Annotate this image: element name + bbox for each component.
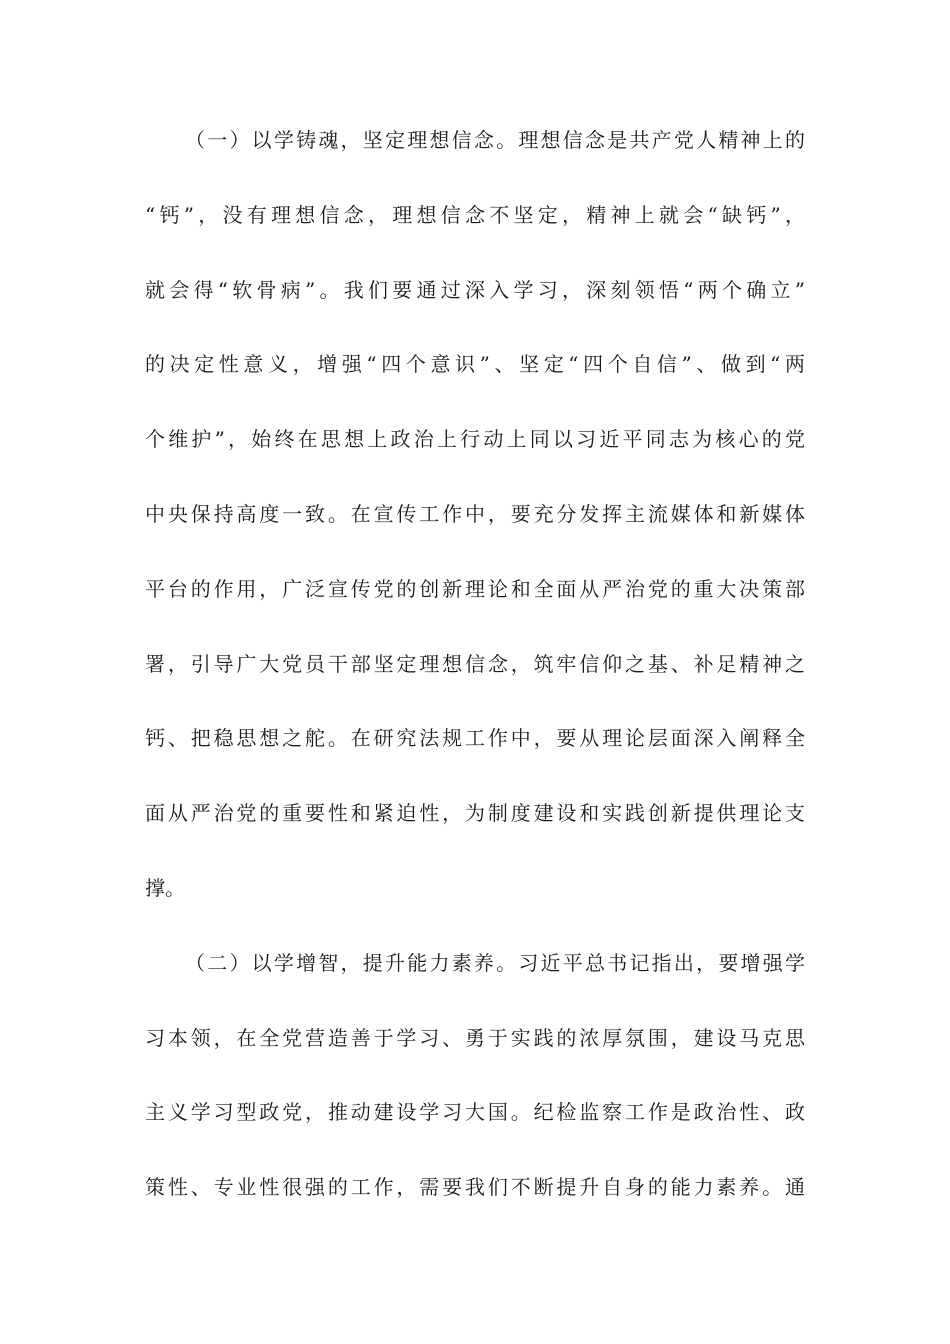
paragraph-line: （二）以学增智，提升能力素养。习近平总书记指出，要增强学	[185, 950, 805, 975]
document-page	[145, 122, 805, 1244]
paragraph-2	[145, 945, 805, 1244]
paragraph-1	[145, 122, 805, 945]
paragraph-line: 主义学习型政党，推动建设学习大国。纪检监察工作是政治性、政	[145, 1100, 805, 1125]
paragraph-line: 署，引导广大党员干部坚定理想信念，筑牢信仰之基、补足精神之	[145, 651, 805, 676]
paragraph-line: 个维护”，始终在思想上政治上行动上同以习近平同志为核心的党	[145, 427, 805, 452]
paragraph-line: 撑。	[145, 875, 185, 900]
paragraph-line: 的决定性意义，增强“四个意识”、坚定“四个自信”、做到“两	[145, 352, 805, 377]
paragraph-line: 平台的作用，广泛宣传党的创新理论和全面从严治党的重大决策部	[145, 576, 805, 601]
paragraph-line: 钙、把稳思想之舵。在研究法规工作中，要从理论层面深入阐释全	[145, 726, 805, 751]
paragraph-line: “钙”，没有理想信念，理想信念不坚定，精神上就会“缺钙”，	[145, 202, 805, 227]
paragraph-line: 习本领，在全党营造善于学习、勇于实践的浓厚氛围，建设马克思	[145, 1025, 805, 1050]
paragraph-line: 就会得“软骨病”。我们要通过深入学习，深刻领悟“两个确立”	[145, 277, 805, 302]
paragraph-line: 策性、专业性很强的工作，需要我们不断提升自身的能力素养。通	[145, 1175, 805, 1200]
paragraph-line: 面从严治党的重要性和紧迫性，为制度建设和实践创新提供理论支	[145, 801, 805, 826]
paragraph-line: （一）以学铸魂，坚定理想信念。理想信念是共产党人精神上的	[185, 128, 805, 152]
paragraph-line: 中央保持高度一致。在宣传工作中，要充分发挥主流媒体和新媒体	[145, 501, 805, 526]
